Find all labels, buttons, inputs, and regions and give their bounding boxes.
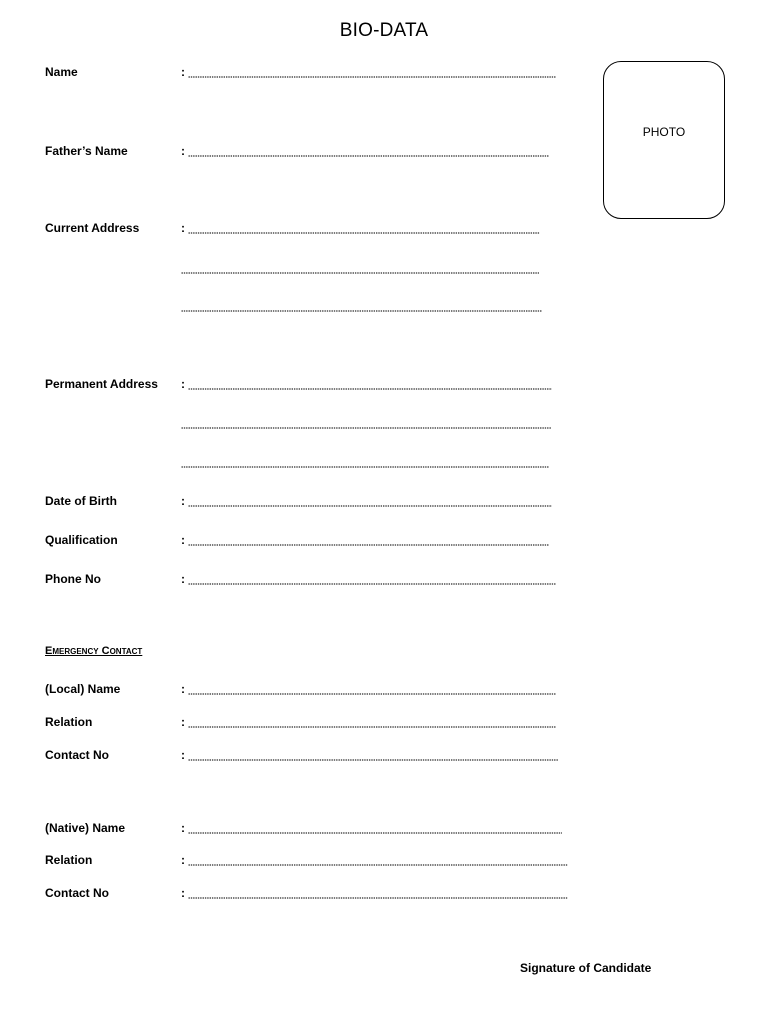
native-contact-no-label: Contact No: [45, 886, 109, 900]
permanent-address-field-line-1[interactable]: [181, 377, 552, 391]
date-of-birth-field[interactable]: [181, 494, 552, 508]
local-contact-no-colon: :: [181, 748, 185, 762]
date-of-birth-dotted-line: [188, 496, 552, 507]
date-of-birth-label: Date of Birth: [45, 494, 117, 508]
qualification-dotted-line: [188, 535, 549, 546]
current-address-colon: :: [181, 221, 185, 235]
native-relation-label: Relation: [45, 853, 93, 867]
native-name-colon: :: [181, 821, 185, 835]
native-name-dotted-line: [188, 823, 562, 834]
local-relation-colon: :: [181, 715, 185, 729]
local-contact-no-label: Contact No: [45, 748, 109, 762]
current-address-dotted-line-1: [188, 223, 540, 234]
name-colon: :: [181, 65, 185, 79]
fathers-name-colon: :: [181, 144, 185, 158]
native-contact-no-dotted-line: [188, 888, 568, 899]
permanent-address-label: Permanent Address: [45, 377, 158, 391]
permanent-address-dotted-line-2: [181, 418, 551, 429]
phone-no-dotted-line: [188, 574, 556, 585]
qualification-label: Qualification: [45, 533, 118, 547]
current-address-dotted-line-3: [181, 301, 542, 312]
local-relation-label: Relation: [45, 715, 93, 729]
local-relation-field[interactable]: [181, 715, 556, 729]
native-name-field[interactable]: [181, 821, 562, 835]
permanent-address-dotted-line-1: [188, 379, 552, 390]
phone-no-field[interactable]: [181, 572, 556, 586]
local-name-colon: :: [181, 682, 185, 696]
qualification-colon: :: [181, 533, 185, 547]
local-contact-no-dotted-line: [188, 750, 558, 761]
phone-no-colon: :: [181, 572, 185, 586]
native-relation-colon: :: [181, 853, 185, 867]
date-of-birth-colon: :: [181, 494, 185, 508]
native-relation-dotted-line: [188, 855, 568, 866]
fathers-name-dotted-line: [188, 146, 549, 157]
local-relation-dotted-line: [188, 717, 556, 728]
current-address-field-line-1[interactable]: [181, 221, 540, 235]
local-name-label: (Local) Name: [45, 682, 121, 696]
photo-label: PHOTO: [642, 125, 686, 139]
name-field[interactable]: [181, 65, 556, 79]
permanent-address-field-line-2[interactable]: [181, 416, 551, 430]
signature-label: Signature of Candidate: [520, 961, 652, 975]
current-address-label: Current Address: [45, 221, 140, 235]
local-name-field[interactable]: [181, 682, 556, 696]
permanent-address-dotted-line-3: [181, 457, 549, 468]
qualification-field[interactable]: [181, 533, 549, 547]
name-dotted-line: [188, 67, 556, 78]
phone-no-label: Phone No: [45, 572, 101, 586]
current-address-dotted-line-2: [181, 263, 539, 274]
native-contact-no-field[interactable]: [181, 886, 568, 900]
native-name-label: (Native) Name: [45, 821, 126, 835]
fathers-name-field[interactable]: [181, 144, 549, 158]
page-title: BIO-DATA: [339, 20, 429, 41]
native-contact-no-colon: :: [181, 886, 185, 900]
permanent-address-colon: :: [181, 377, 185, 391]
current-address-field-line-3[interactable]: [181, 299, 542, 313]
fathers-name-label: Father’s Name: [45, 144, 128, 158]
local-contact-no-field[interactable]: [181, 748, 558, 762]
photo-box: [603, 61, 725, 219]
permanent-address-field-line-3[interactable]: [181, 455, 549, 469]
emergency-contact-heading: Emergency Contact: [45, 645, 143, 657]
name-label: Name: [45, 65, 78, 79]
native-relation-field[interactable]: [181, 853, 568, 867]
local-name-dotted-line: [188, 684, 556, 695]
current-address-field-line-2[interactable]: [181, 261, 539, 275]
